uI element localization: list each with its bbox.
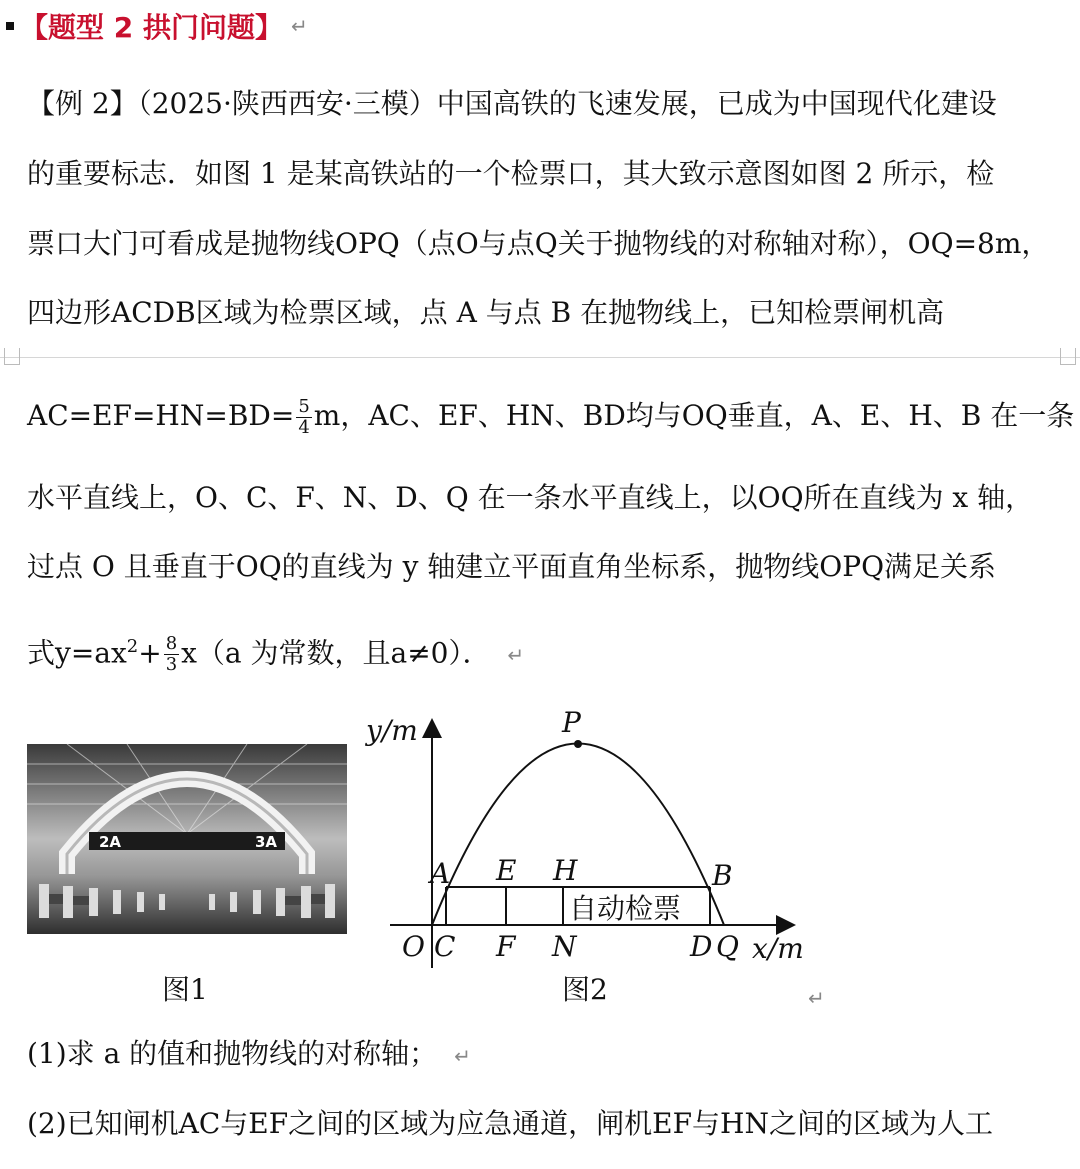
vertex-point [574,740,582,748]
figure2-caption: 图2 [562,973,608,1006]
return-mark-icon: ↵ [808,986,825,1010]
return-mark-icon: ↵ [454,1044,471,1068]
problem-line-7: 过点 O 且垂直于OQ的直线为 y 轴建立平面直角坐标系，抛物线OPQ满足关系 [27,550,997,583]
frac-numerator: 8 [165,633,178,655]
line8-exponent: 2 [126,636,139,657]
label-a: A [430,857,451,890]
question-2: (2)已知闸机AC与EF之间的区域为应急通道，闸机EF与HN之间的区域为人工 [27,1107,993,1140]
fraction-8-3 [164,634,179,675]
return-mark-icon: ↵ [507,643,525,668]
section-heading [6,4,308,48]
line5-pre: AC=EF=HN=BD= [27,399,295,432]
return-mark-icon: ↵ [290,14,308,38]
line8-post: x（a 为常数，且a≠0）． [181,636,491,670]
problem-line-3: 票口大门可看成是抛物线OPQ（点O与点Q关于抛物线的对称轴对称），OQ=8m， [27,227,1050,260]
auto-check-text: 自动检票 [569,892,682,925]
problem-line-8 [27,627,524,675]
question-1-text: (1)求 a 的值和抛物线的对称轴； [27,1037,438,1070]
label-n: N [552,930,577,963]
line8-pre: 式y=ax [27,636,127,670]
label-d: D [690,930,713,963]
fraction-5-4 [296,397,311,438]
sign-left: 2A [99,833,122,851]
frac-numerator: 5 [298,396,310,417]
label-b: B [712,859,733,892]
station-photo [27,744,347,934]
label-e: E [496,854,517,887]
problem-line-4: 四边形ACDB区域为检票区域，点 A 与点 B 在抛物线上，已知检票闸机高 [27,296,945,329]
label-c: C [434,930,456,963]
page-break-divider [0,357,1080,358]
label-o: O [402,930,425,963]
page-corner-mark-left [4,348,20,365]
sign-right: 3A [255,833,278,851]
question-1 [27,1034,471,1076]
label-h: H [553,854,578,887]
label-f: F [496,930,516,963]
bullet-icon [6,22,14,30]
problem-line-1: 【例 2】（2025·陕西西安·三模）中国高铁的飞速发展，已成为中国现代化建设 [27,87,997,120]
problem-line-5 [27,396,1074,438]
page-corner-mark-right [1060,348,1076,365]
problem-line-2: 的重要标志．如图 1 是某高铁站的一个检票口，其大致示意图如图 2 所示，检 [27,157,995,190]
figure1-caption: 图1 [162,973,208,1006]
x-axis-label: x/m [752,932,804,965]
label-q: Q [716,930,739,963]
line5-post: m，AC、EF、HN、BD均与OQ垂直，A、E、H、B 在一条 [313,399,1075,432]
heading-text: 【题型 2 拱门问题】 [20,11,283,44]
frac-denominator: 4 [298,417,310,438]
parabola-diagram [340,700,820,974]
line8-plus: + [138,636,162,670]
label-p: P [562,706,581,739]
problem-line-6: 水平直线上，O、C、F、N、D、Q 在一条水平直线上，以OQ所在直线为 x 轴， [27,481,1034,514]
frac-denominator: 3 [165,654,178,676]
y-axis-label: y/m [366,714,418,747]
